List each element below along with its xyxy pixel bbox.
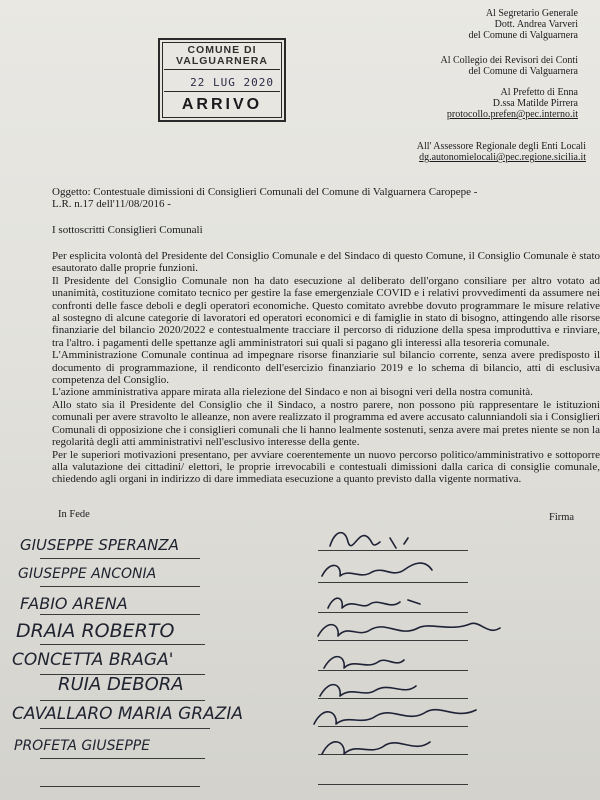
name-underline [40, 786, 200, 787]
recipient-block-4 [417, 141, 586, 163]
subject-line: Oggetto: Contestuale dimissioni di Consiglieri Comunali del Comune di Valguarnera Caropepe - L.R. n.17 dell'11/08/2016 - [52, 186, 478, 211]
signatory-name: CAVALLARO MARIA GRAZIA [12, 704, 243, 724]
handwritten-signatures [300, 528, 600, 800]
name-underline [40, 558, 200, 559]
signatory-name: GIUSEPPE SPERANZA [20, 536, 179, 554]
arrival-stamp [158, 38, 286, 122]
name-underline [40, 758, 205, 759]
recipient-block-1 [468, 8, 578, 41]
name-underline [40, 700, 205, 701]
recipient-line: Dott. Andrea Varveri [494, 19, 578, 30]
recipient-email: protocollo.prefen@pec.interno.it [446, 109, 578, 120]
stamp-line-1: COMUNE DI [187, 44, 257, 56]
closing-in-fede: In Fede [58, 509, 90, 520]
paragraph: Il Presidente del Consiglio Comunale non ha dato esecuzione al deliberato dell'organo consiliare per altro votato ad unanimità, costituzione comitato tecnico per gestire la fase emergenziale COVID e i relativi provvedimenti da assumere nei confronti delle fasce deboli e degli operatori economiche. Questo comitato avrebbe dovuto programmare le misure relative al sostegno di alcune categorie di lavoratori ed operatori economici e di famiglie in stato di bisogno, attingendo alle risorse finanziarie del bilancio 2020/2022 e contestualmente tracciare il percorso di riduzione della spesa improduttiva e rinviare, tra l'altro. i pagamenti delle spettanze agli amministratori sui quali si pagano gli interessi alla tesoreria comunale. [52, 274, 600, 349]
name-underline [40, 586, 200, 587]
recipient-line: Al Prefetto di Enna [500, 87, 578, 98]
paragraph: Allo stato sia il Presidente del Consiglio che il Sindaco, a nostro parere, non possono più rappresentare le istituzioni comunali per avere stravolto le alleanze, non avere realizzato il programma ed avere accusato calunniandoli sia i Consiglieri Comunali di opposizione che i consiglieri comunali che li hanno lealmente sostenuti, senza avere mai pretes niente se non la regolarità degli atti amministrativi nell'esclusivo interesse della gente. [52, 398, 600, 449]
stamp-line-2: VALGUARNERA [176, 55, 268, 67]
recipient-line: All' Assessore Regionale degli Enti Locali [416, 141, 586, 152]
paragraph: Per esplicita volontà del Presidente del Consiglio Comunale e del Sindaco di questo Comune, il Consiglio Comunale è stato esautorato dalle proprie funzioni. [52, 250, 600, 275]
recipient-email: dg.autonomielocali@pec.regione.sicilia.it [419, 152, 586, 163]
stamp-date: 22 LUG 2020 [190, 76, 274, 89]
stamp-divider [164, 69, 280, 70]
recipient-line: Al Collegio dei Revisori dei Conti [440, 55, 578, 66]
paragraph: Per le superiori motivazioni presentano, per avviare coerentemente un nuovo percorso politico/amministrativo e sottoporre alla valutazione dei cittadini/ elettori, le proprie irrevocabili e contestuali dimissioni dalla carica di consiglie comunale, chiedendo agli organi in indirizzo di dare immediata esecuzione a quanto previsto dalla vigente normativa. [52, 448, 600, 486]
recipient-line: D.ssa Matilde Pirrera [492, 98, 578, 109]
name-underline [40, 614, 200, 615]
salutation: I sottoscritti Consiglieri Comunali [52, 224, 203, 236]
name-underline [40, 728, 210, 729]
signatories-area [0, 528, 600, 800]
recipient-line: del Comune di Valguarnera [468, 66, 578, 77]
stamp-label: ARRIVO [181, 96, 263, 113]
recipient-block-2 [441, 55, 579, 77]
signatory-name: RUIA DEBORA [58, 674, 184, 695]
signatory-name: DRAIA ROBERTO [16, 620, 175, 642]
recipient-line: Al Segretario Generale [485, 8, 578, 19]
signatory-name: PROFETA GIUSEPPE [14, 738, 151, 754]
letter-body [52, 250, 600, 486]
signatory-name: FABIO ARENA [20, 594, 128, 613]
stamp-divider [164, 91, 280, 92]
signatory-name: CONCETTA BRAGA' [12, 650, 174, 670]
recipient-line: del Comune di Valguarnera [468, 30, 578, 41]
signature-heading: Firma [549, 512, 575, 523]
signatory-name: GIUSEPPE ANCONIA [18, 566, 157, 582]
paragraph: L'Amministrazione Comunale continua ad impegnare risorse finanziarie sul bilancio corrente, senza avere predisposto il documento di programmazione, il rendiconto dell'esercizio finanziario 2019 e lo schema di bilancio, atti di esclusiva competenza del Consiglio. [52, 349, 600, 387]
paragraph: L'azione amministrativa appare mirata alla rielezione del Sindaco e non ai bisogni veri della nostra comunità. [52, 386, 533, 399]
name-underline [40, 644, 205, 645]
recipient-block-3 [447, 87, 578, 120]
